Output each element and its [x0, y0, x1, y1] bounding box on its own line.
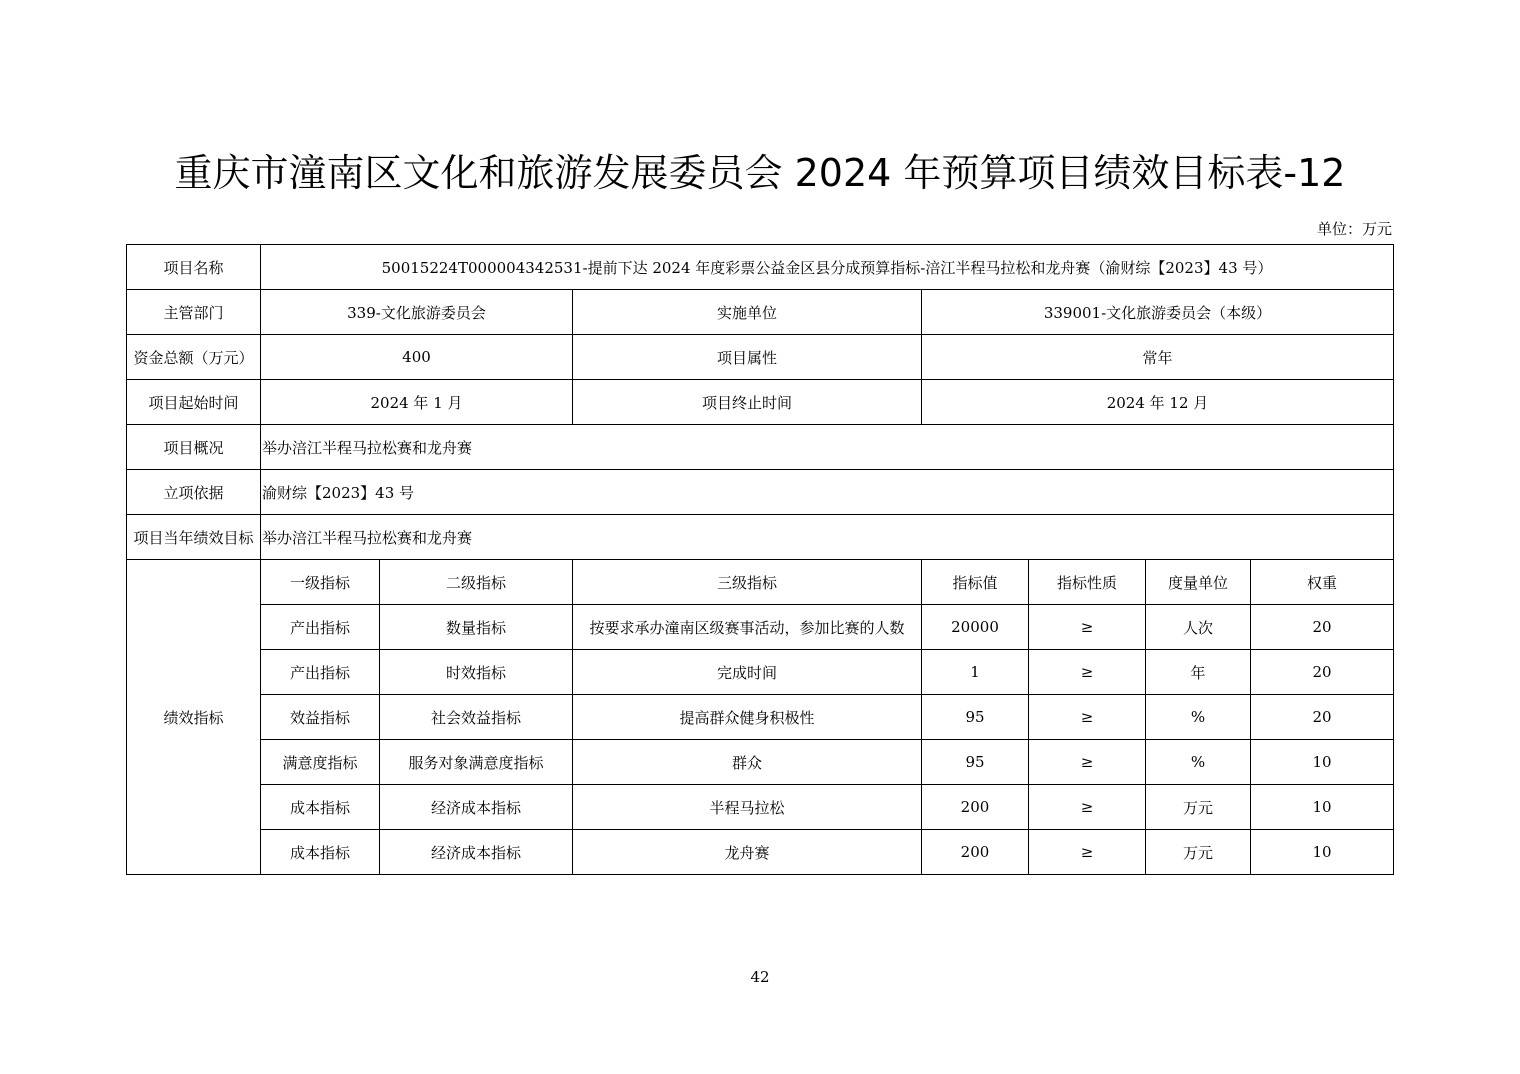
perf-header: 权重	[1251, 560, 1394, 605]
perf-cell: 年	[1146, 650, 1251, 695]
perf-cell: 成本指标	[261, 830, 380, 875]
perf-cell: 按要求承办潼南区级赛事活动，参加比赛的人数	[573, 605, 922, 650]
perf-cell: 10	[1251, 830, 1394, 875]
perf-cell: 95	[922, 740, 1029, 785]
perf-row	[127, 785, 1394, 830]
impl-value: 339001-文化旅游委员会（本级）	[922, 290, 1394, 335]
perf-row	[127, 695, 1394, 740]
overview-value: 举办涪江半程马拉松赛和龙舟赛	[261, 425, 1394, 470]
impl-label: 实施单位	[573, 290, 922, 335]
attr-label: 项目属性	[573, 335, 922, 380]
department-row	[127, 290, 1394, 335]
end-label: 项目终止时间	[573, 380, 922, 425]
perf-cell: 服务对象满意度指标	[380, 740, 573, 785]
funds-label: 资金总额（万元）	[127, 335, 261, 380]
perf-header: 二级指标	[380, 560, 573, 605]
perf-header: 指标值	[922, 560, 1029, 605]
perf-cell: 完成时间	[573, 650, 922, 695]
attr-value: 常年	[922, 335, 1394, 380]
funds-row	[127, 335, 1394, 380]
perf-row	[127, 605, 1394, 650]
basis-label: 立项依据	[127, 470, 261, 515]
start-label: 项目起始时间	[127, 380, 261, 425]
perf-cell: ≥	[1029, 740, 1146, 785]
perf-cell: 200	[922, 830, 1029, 875]
project-name-row	[127, 245, 1394, 290]
perf-cell: 经济成本指标	[380, 785, 573, 830]
goal-value: 举办涪江半程马拉松赛和龙舟赛	[261, 515, 1394, 560]
perf-cell: 社会效益指标	[380, 695, 573, 740]
project-name-value: 50015224T000004342531-提前下达 2024 年度彩票公益金区县分成预算指标-涪江半程马拉松和龙舟赛（渝财综【2023】43 号）	[261, 245, 1394, 290]
perf-cell: 产出指标	[261, 650, 380, 695]
perf-cell: 产出指标	[261, 605, 380, 650]
performance-target-table	[126, 244, 1394, 875]
perf-cell: 95	[922, 695, 1029, 740]
start-value: 2024 年 1 月	[261, 380, 573, 425]
perf-cell: ≥	[1029, 830, 1146, 875]
perf-cell: 200	[922, 785, 1029, 830]
perf-cell: 时效指标	[380, 650, 573, 695]
perf-cell: ≥	[1029, 650, 1146, 695]
page-title: 重庆市潼南区文化和旅游发展委员会 2024 年预算项目绩效目标表-12	[174, 151, 1346, 195]
perf-cell: ≥	[1029, 695, 1146, 740]
perf-cell: 10	[1251, 785, 1394, 830]
perf-row	[127, 830, 1394, 875]
page-number: 42	[750, 968, 770, 986]
perf-cell: 万元	[1146, 830, 1251, 875]
dept-label: 主管部门	[127, 290, 261, 335]
end-value: 2024 年 12 月	[922, 380, 1394, 425]
unit-label: 单位：万元	[1316, 220, 1392, 238]
perf-cell: 1	[922, 650, 1029, 695]
perf-cell: 满意度指标	[261, 740, 380, 785]
perf-cell: 20	[1251, 695, 1394, 740]
funds-value: 400	[261, 335, 573, 380]
basis-value: 渝财综【2023】43 号	[261, 470, 1394, 515]
dept-value: 339-文化旅游委员会	[261, 290, 573, 335]
perf-header: 一级指标	[261, 560, 380, 605]
goal-row	[127, 515, 1394, 560]
perf-cell: %	[1146, 695, 1251, 740]
perf-cell: 万元	[1146, 785, 1251, 830]
perf-cell: %	[1146, 740, 1251, 785]
perf-cell: 20000	[922, 605, 1029, 650]
perf-cell: 人次	[1146, 605, 1251, 650]
perf-cell: 效益指标	[261, 695, 380, 740]
perf-cell: 群众	[573, 740, 922, 785]
perf-cell: 20	[1251, 650, 1394, 695]
basis-row	[127, 470, 1394, 515]
goal-label: 项目当年绩效目标	[127, 515, 261, 560]
perf-cell: 半程马拉松	[573, 785, 922, 830]
perf-header: 指标性质	[1029, 560, 1146, 605]
perf-cell: 10	[1251, 740, 1394, 785]
perf-cell: 提高群众健身积极性	[573, 695, 922, 740]
perf-cell: 20	[1251, 605, 1394, 650]
perf-header: 度量单位	[1146, 560, 1251, 605]
perf-row	[127, 650, 1394, 695]
overview-label: 项目概况	[127, 425, 261, 470]
overview-row	[127, 425, 1394, 470]
perf-cell: 经济成本指标	[380, 830, 573, 875]
perf-label: 绩效指标	[127, 560, 261, 875]
perf-cell: 龙舟赛	[573, 830, 922, 875]
perf-cell: ≥	[1029, 785, 1146, 830]
perf-row	[127, 740, 1394, 785]
time-row	[127, 380, 1394, 425]
perf-header-row	[127, 560, 1394, 605]
perf-cell: ≥	[1029, 605, 1146, 650]
perf-cell: 数量指标	[380, 605, 573, 650]
perf-header: 三级指标	[573, 560, 922, 605]
project-name-label: 项目名称	[127, 245, 261, 290]
perf-cell: 成本指标	[261, 785, 380, 830]
